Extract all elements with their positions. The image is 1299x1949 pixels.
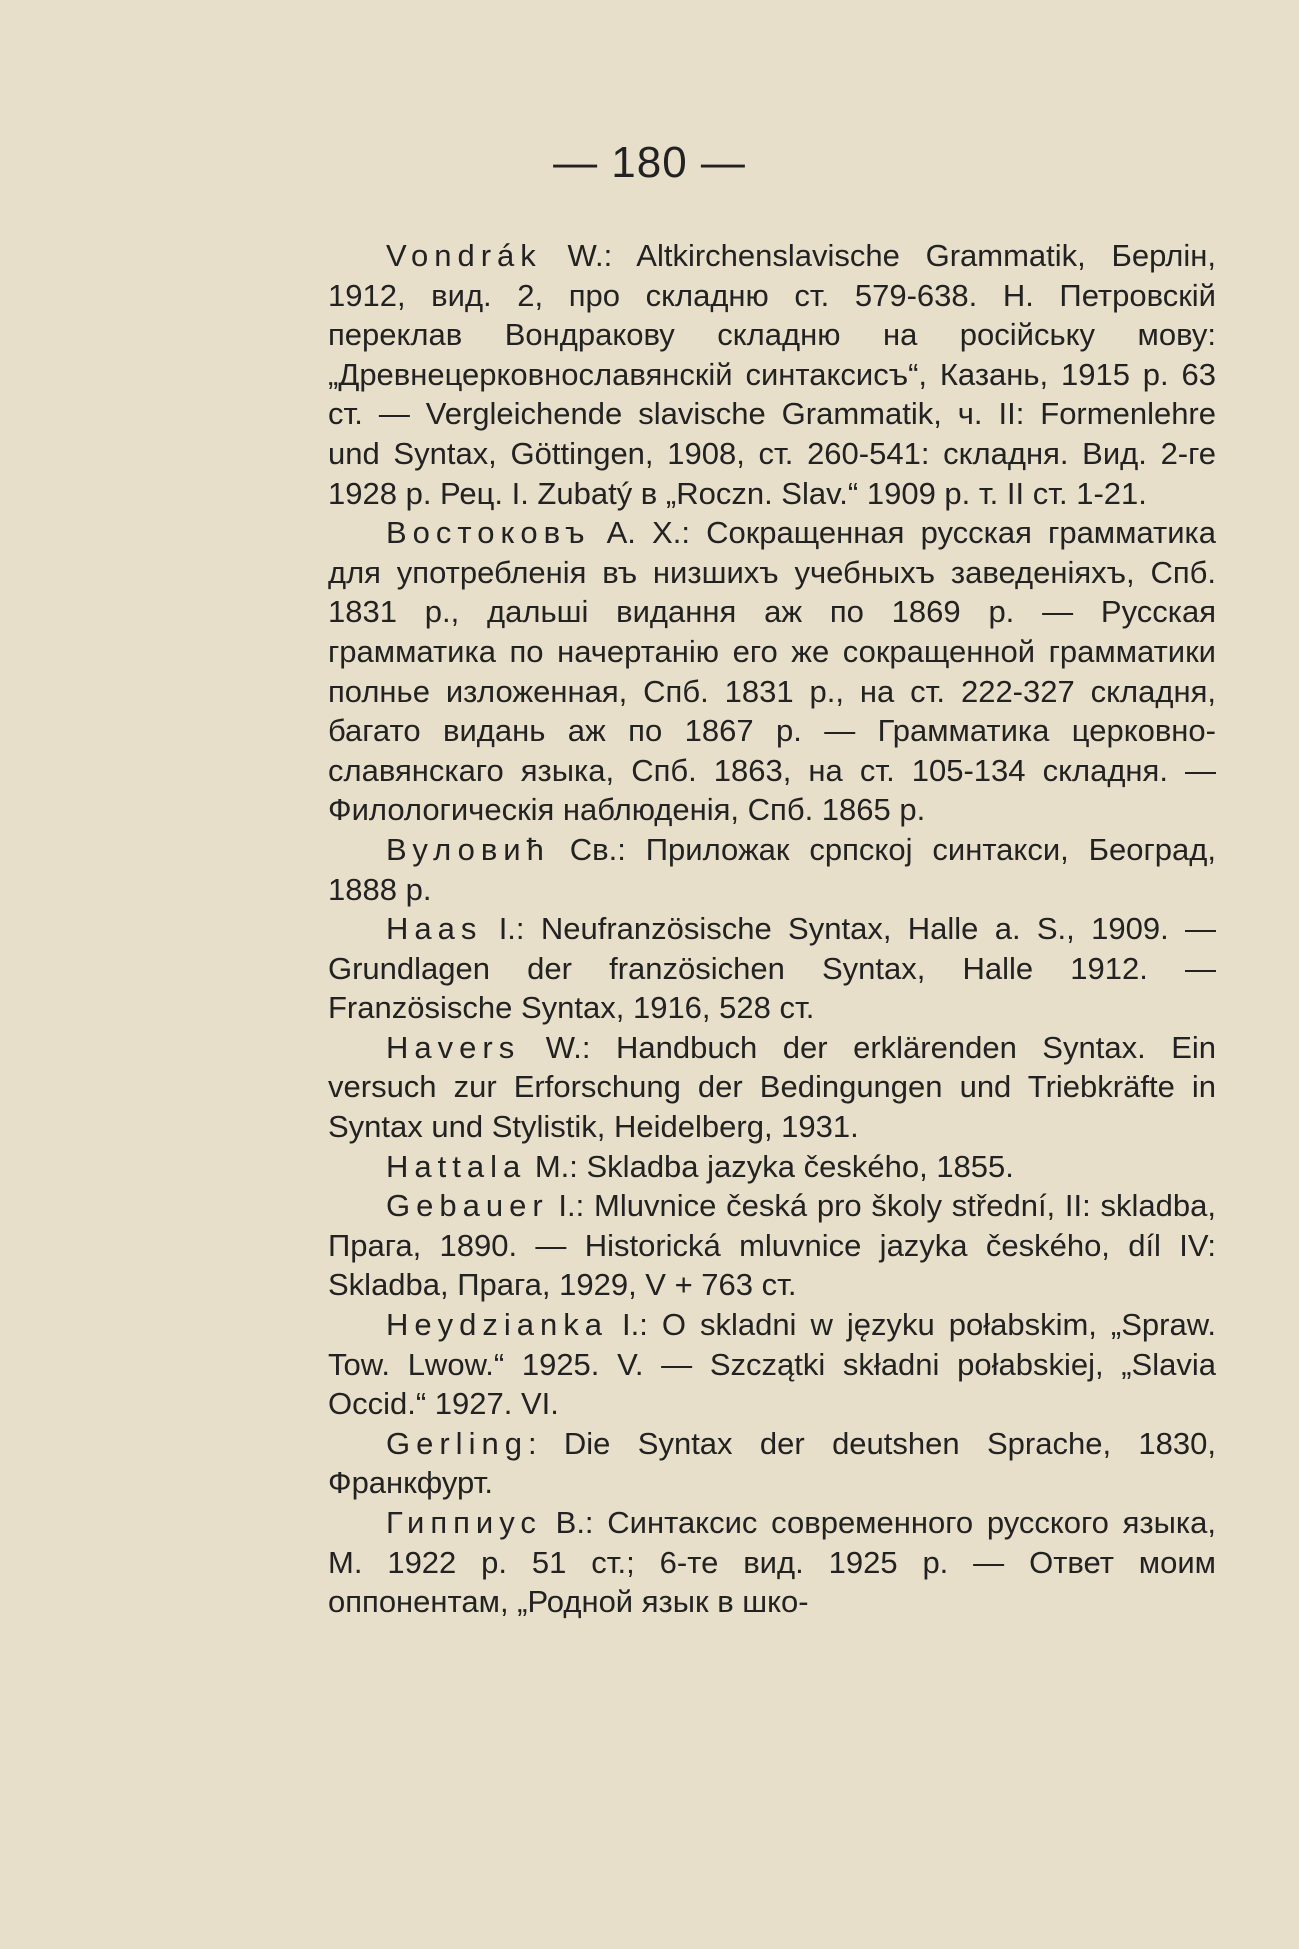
- bibliography-entry: [328, 909, 1216, 1028]
- entry-author: Вуловић: [386, 831, 550, 867]
- page-number: — 180 —: [553, 138, 746, 187]
- entry-text: I.: Neufranzösische Syntax, Halle a. S., 1909. — Grundlagen der französichen Syntax, Halle 1912. — Französische Syntax, 1916, 528 ст.: [328, 911, 1216, 1026]
- entry-author: Vondrák: [386, 238, 542, 273]
- entry-text: В.: Синтаксис современного русского языка, М. 1922 р. 51 ст.; 6-те вид. 1925 р. — Ответ моим оппонентам, „Родной язык в шко-: [328, 1505, 1216, 1620]
- bibliography-entry: [328, 513, 1216, 830]
- entry-author: Гиппиус: [386, 1505, 542, 1540]
- entry-author: Hattala: [386, 1148, 527, 1184]
- entry-author: Haas: [386, 911, 483, 947]
- entry-text: А. Х.: Сокращенная русская грамматика для употребленія въ низшихъ учебныхъ заведеніяхъ, Спб. 1831 р., дальші видання аж по 1869 р. — Русская грамматика по начертанію его же сокращенной грамматики полнье изложенная, Спб. 1831 р., на ст. 222-327 складня, багато видань аж по 1867 р. — Грамматика церковно-славянскаго языка, Спб. 1863, на ст. 105-134 складня. — Филологическія наблюденія, Спб. 1865 р.: [328, 515, 1216, 828]
- bibliography-entry: [328, 830, 1216, 909]
- bibliography-entry: [328, 1186, 1216, 1305]
- entry-author: Востоковъ: [386, 515, 591, 551]
- entry-text: W.: Handbuch der erklärenden Syntax. Ein versuch zur Erforschung der Bedingungen und Triebkräfte in Syntax und Stylistik, Heidelberg, 1931.: [328, 1029, 1216, 1145]
- bibliography-entry: [328, 1424, 1216, 1503]
- entry-author: Havers: [386, 1029, 521, 1065]
- entry-text: W.: Altkirchenslavische Grammatik, Берлін, 1912, вид. 2, про складню ст. 579-638. Н. Петровскій переклав Вондракову складню на російську мову: „Древнецерковнославянскій синтаксисъ“, Казань, 1915 р. 63 ст. — Vergleichende slavische Grammatik, ч. II: Formenlehre und Syntax, Göttingen, 1908, ст. 260-541: складня. Вид. 2-ге 1928 р. Рец. I. Zubatý в „Roczn. Slav.“ 1909 р. т. II ст. 1-21.: [328, 238, 1216, 511]
- entry-text: I.: O skladni w języku połabskim, „Spraw. Tow. Lwow.“ 1925. V. — Szczątki składni połabskiej, „Slavia Occid.“ 1927. VI.: [328, 1307, 1216, 1422]
- entry-text: M.: Skladba jazyka českého, 1855.: [526, 1148, 1014, 1184]
- entry-text: Св.: Приложак српској синтакси, Београд, 1888 р.: [328, 831, 1216, 907]
- entry-text: : Die Syntax der deutshen Sprache, 1830, Франкфурт.: [328, 1425, 1216, 1501]
- bibliography-entry: [328, 1028, 1216, 1147]
- bibliography-entry: [328, 236, 1216, 513]
- bibliography-entry: [328, 1305, 1216, 1424]
- entry-author: Heydzianka: [386, 1307, 608, 1343]
- entry-author: Gebauer: [386, 1188, 549, 1224]
- bibliography-entry: [328, 1147, 1216, 1187]
- entry-text: I.: Mluvnice česká pro školy střední, II: skladba, Прага, 1890. — Historická mluvnice jazyka českého, díl IV: Skladba, Прага, 1929, V + 763 ст.: [328, 1188, 1216, 1303]
- bibliography-entry: [328, 1503, 1216, 1622]
- entry-author: Gerling: [386, 1425, 528, 1461]
- bibliography-list: [328, 236, 1216, 1622]
